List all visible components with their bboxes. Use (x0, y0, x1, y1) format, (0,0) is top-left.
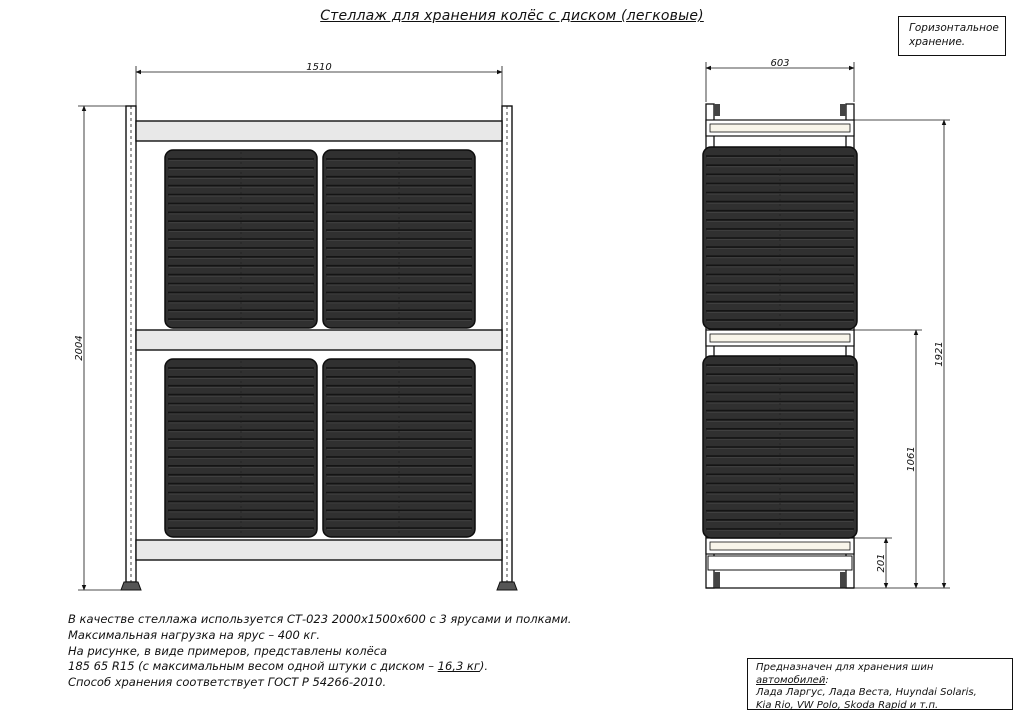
side-view (703, 104, 857, 588)
purpose-line-2: Лада Ларгус, Лада Веста, Huyndai Solaris, (756, 687, 977, 699)
dim-depth: 603 (770, 58, 790, 69)
dim-width: 1510 (306, 62, 332, 73)
tire-stack-bottom-right (323, 359, 475, 537)
note-line-4-prefix: 185 65 R15 (с максимальным весом одной штуки с диском – (68, 659, 438, 674)
note-line-2: Максимальная нагрузка на ярус – 400 кг. (68, 627, 321, 642)
purpose-line-1 (756, 662, 1008, 687)
front-shelf-top (136, 121, 502, 141)
side-depth-dimension (706, 58, 854, 102)
tire-stack-top-right (323, 150, 475, 328)
note-line-3: На рисунке, в виде примеров, представлены колёса (68, 643, 388, 658)
side-tire-stack-top (703, 147, 857, 329)
tire-stack-bottom-left (165, 359, 317, 537)
front-shelf-middle (136, 330, 502, 350)
note-line-4-suffix: ). (479, 659, 489, 674)
note-line-4 (68, 659, 571, 675)
front-view (121, 106, 517, 590)
front-height-dimension (74, 106, 126, 590)
page-title: Стеллаж для хранения колёс с диском (легковые) (320, 8, 704, 24)
notes-block (68, 612, 571, 691)
dim-middle-level: 1061 (906, 446, 917, 472)
storage-type-box (898, 16, 1006, 56)
left-foot (121, 582, 141, 590)
front-shelf-bottom (136, 540, 502, 560)
purpose-line-3: Kia Rio, VW Polo, Skoda Rapid и т.п. (756, 699, 939, 711)
right-foot (497, 582, 517, 590)
purpose-suffix: : (825, 674, 829, 686)
tire-stack-top-left (165, 150, 317, 328)
side-level-dimensions (854, 120, 950, 588)
dim-height: 2004 (74, 335, 85, 361)
note-line-5: Способ хранения соответствует ГОСТ Р 54266-2010. (68, 675, 387, 690)
side-tire-stack-bottom (703, 356, 857, 538)
storage-type-line1: Горизонтальное (909, 22, 999, 34)
purpose-link: автомобилей (756, 674, 826, 686)
purpose-box (747, 658, 1013, 710)
note-weight: 16,3 кг (437, 659, 480, 674)
front-width-dimension (136, 62, 502, 112)
dim-bottom-level: 201 (876, 553, 887, 573)
purpose-prefix: Предназначен для хранения шин (756, 662, 934, 673)
storage-type-line2: хранение. (909, 36, 966, 48)
note-line-1: В качестве стеллажа используется СТ-023 2000х1500х600 с 3 ярусами и полками. (68, 612, 572, 626)
dim-top-level: 1921 (934, 341, 945, 367)
